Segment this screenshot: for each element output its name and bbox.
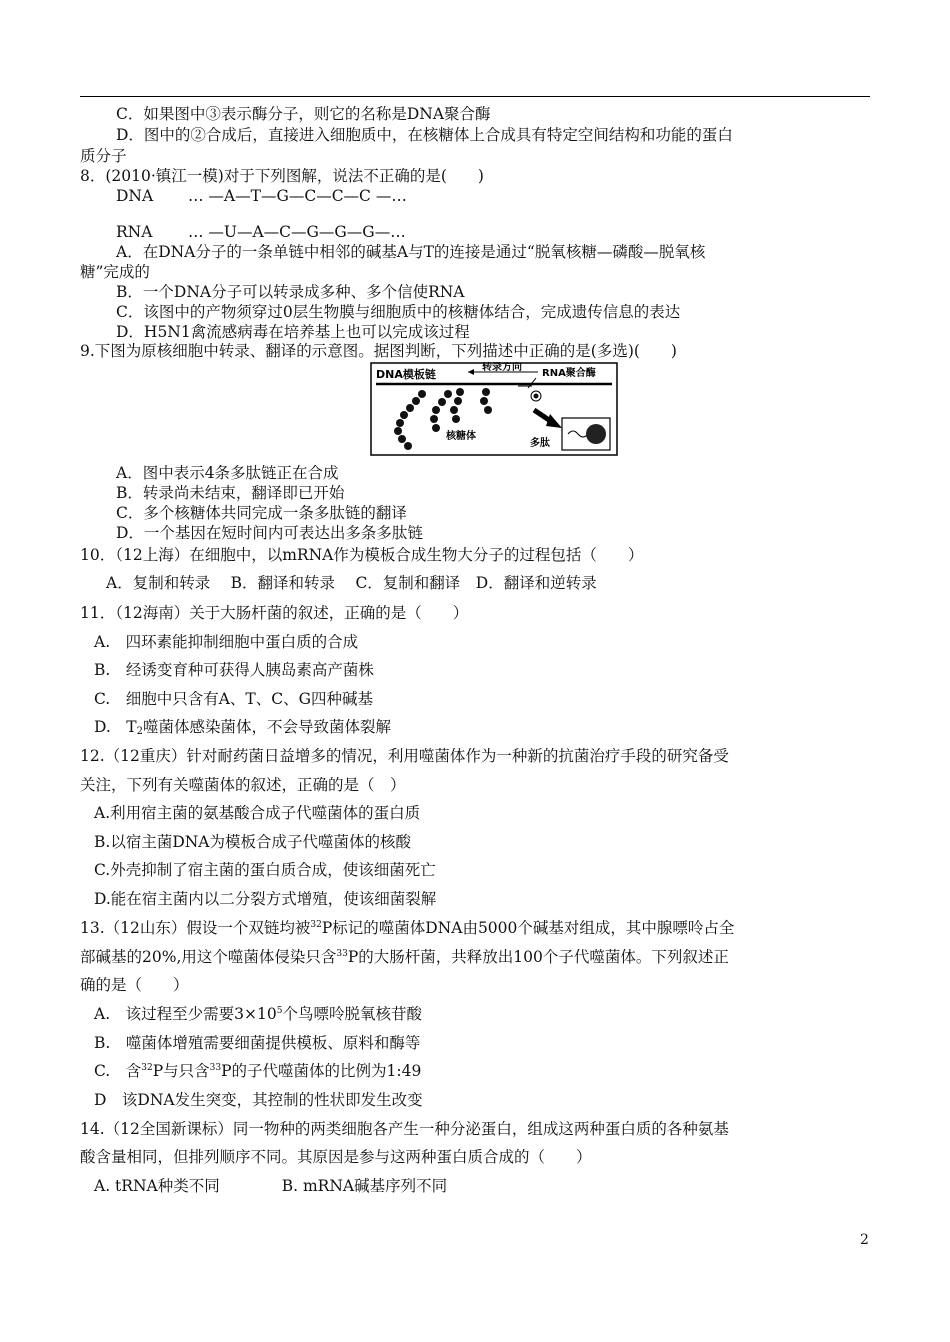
q14-stem-cont: 酸含量相同，但排列顺序不同。其原因是参与这两种蛋白质合成的（ ） xyxy=(80,1148,592,1166)
q9-option-b: B．转录尚未结束，翻译即已开始 xyxy=(116,484,345,502)
q8-rna-sequence: … —U—A—C—G—G—G—… xyxy=(188,223,406,241)
page-number: 2 xyxy=(860,1232,869,1248)
q13-stem: 13.（12山东）假设一个双链均被$^{32}$P标记的噬菌体DNA由5000个碱基对组成，其中腺嘌呤占全 xyxy=(80,919,735,937)
q12-stem-cont: 关注，下列有关噬菌体的叙述，正确的是（ ） xyxy=(80,776,406,794)
q12-option-d: D.能在宿主菌内以二分裂方式增殖，使该细菌裂解 xyxy=(94,890,437,908)
q8-rna-label: RNA xyxy=(116,223,153,241)
q11-option-c: C. 细胞中只含有A、T、C、G四种碱基 xyxy=(94,690,374,708)
q8-option-d: D．H5N1禽流感病毒在培养基上也可以完成该过程 xyxy=(116,323,470,341)
q11-stem: 11．（12海南）关于大肠杆菌的叙述，正确的是（ ） xyxy=(80,604,469,622)
q13-option-c: C. 含$^{32}$P与只含$^{33}$P的子代噬菌体的比例为1:49 xyxy=(94,1062,422,1080)
fig-label-direction: 转录方向 xyxy=(482,362,522,373)
q13-option-d: D 该DNA发生突变，其控制的性状即发生改变 xyxy=(94,1091,423,1109)
q9-option-a: A．图中表示4条多肽链正在合成 xyxy=(116,464,339,482)
q9-stem: 9.下图为原核细胞中转录、翻译的示意图。据图判断，下列描述中正确的是(多选)( ) xyxy=(80,342,677,360)
header-rule xyxy=(80,96,870,97)
q14-options: A. tRNA种类不同 B. mRNA碱基序列不同 xyxy=(94,1177,448,1195)
q8-option-c: C．该图中的产物须穿过0层生物膜与细胞质中的核糖体结合，完成遗传信息的表达 xyxy=(116,303,681,321)
q8-dna-sequence: … —A—T—G—C—C—C —… xyxy=(188,187,407,205)
q9-option-c: C．多个核糖体共同完成一条多肽链的翻译 xyxy=(116,504,407,522)
q11-option-b: B. 经诱变育种可获得人胰岛素高产菌株 xyxy=(94,661,374,679)
q7-option-d: D．图中的②合成后，直接进入细胞质中，在核糖体上合成具有特定空间结构和功能的蛋白 xyxy=(116,126,733,144)
q12-option-b: B.以宿主菌DNA为模板合成子代噬菌体的核酸 xyxy=(94,833,412,851)
q10-stem: 10．（12上海）在细胞中，以mRNA作为模板合成生物大分子的过程包括（ ） xyxy=(80,546,644,564)
q13-option-b: B. 噬菌体增殖需要细菌提供模板、原料和酶等 xyxy=(94,1034,421,1052)
q13-stem-end: 确的是（ ） xyxy=(80,976,189,994)
fig-label-ribosome: 核糖体 xyxy=(446,431,476,442)
q12-option-a: A.利用宿主菌的氨基酸合成子代噬菌体的蛋白质 xyxy=(94,804,421,822)
q8-option-a: A．在DNA分子的一条单链中相邻的碱基A与T的连接是通过“脱氧核糖—磷酸—脱氧核 xyxy=(116,243,706,261)
q8-option-a-cont: 糖”完成的 xyxy=(80,263,150,281)
q7-option-c: C．如果图中③表示酶分子，则它的名称是DNA聚合酶 xyxy=(116,105,491,123)
fig-label-peptide: 多肽 xyxy=(530,438,550,449)
fig-label-dna-template: DNA模板链 xyxy=(376,368,436,381)
fig-label-rna-polymerase: RNA聚合酶 xyxy=(542,368,596,379)
transcription-translation-figure xyxy=(370,362,618,456)
q10-options: A．复制和转录 B．翻译和转录 C．复制和翻译 D．翻译和逆转录 xyxy=(106,574,597,592)
q13-option-a: A. 该过程至少需要$3\times 10^5$个鸟嘌呤脱氧核苷酸 xyxy=(94,1005,422,1023)
q14-stem: 14.（12全国新课标）同一物种的两类细胞各产生一种分泌蛋白，组成这两种蛋白质的各种氨基 xyxy=(80,1120,729,1138)
q12-option-c: C.外壳抑制了宿主菌的蛋白质合成，使该细菌死亡 xyxy=(94,861,436,879)
q7-option-d-cont: 质分子 xyxy=(80,147,127,165)
q8-stem: 8．(2010·镇江一模)对于下列图解，说法不正确的是( ) xyxy=(80,167,484,185)
q9-option-d: D．一个基因在短时间内可表达出多条多肽链 xyxy=(116,524,423,542)
q8-dna-label: DNA xyxy=(116,187,154,205)
q11-option-a: A. 四环素能抑制细胞中蛋白质的合成 xyxy=(94,633,359,651)
q8-option-b: B．一个DNA分子可以转录成多种、多个信使RNA xyxy=(116,283,465,301)
q13-stem-cont: 部碱基的20%,用这个噬菌体侵染只含$^{33}$P的大肠杆菌，共释放出100个子代噬菌体。下列叙述正 xyxy=(80,948,729,966)
q12-stem: 12.（12重庆）针对耐药菌日益增多的情况，利用噬菌体作为一种新的抗菌治疗手段的研究备受 xyxy=(80,747,729,765)
q11-option-d: D. $T_2$噬菌体感染菌体，不会导致菌体裂解 xyxy=(94,718,392,737)
